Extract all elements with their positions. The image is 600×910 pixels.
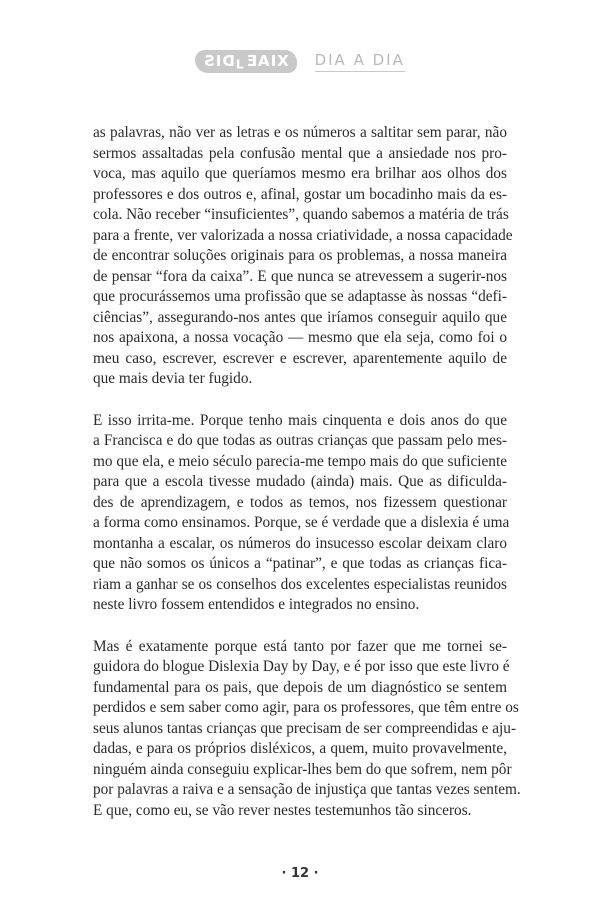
logo-part: E — [245, 52, 257, 70]
text-line: fundamental para os pais, que depois de um diagnóstico se sentem — [93, 678, 507, 696]
body-text — [93, 123, 521, 842]
running-header — [0, 50, 600, 73]
text-line: perdidos e sem saber como agir, para os professores, que têm entre os — [93, 699, 519, 716]
text-line: ciências”, assegurando-nos antes que iríamos conseguir aquilo que — [93, 308, 507, 326]
text-line: a Francisca e do que todas as outras crianças que passam pelo mes- — [93, 432, 507, 449]
text-line: mo que ela, e meio século parecia-me tempo mais do que suficiente — [93, 452, 507, 470]
text-line: as palavras, não ver as letras e os números a saltitar sem parar, não — [93, 124, 507, 141]
text-line: nos apaixona, a nossa vocação — mesmo que ela seja, como foi o — [93, 329, 507, 346]
text-line: montanha a escalar, os números do insucesso escolar deixam claro — [93, 534, 507, 552]
text-line: de encontrar soluções originais para os problemas, a nossa maneira — [93, 247, 507, 264]
paragraph — [93, 637, 521, 822]
logo-part: L — [235, 56, 245, 72]
text-line: de pensar “fora da caixa”. E que nunca se atrevessem a sugerir-nos — [93, 267, 507, 285]
header-tagline: DIA A DIA — [315, 51, 405, 72]
dislexia-logo — [195, 50, 296, 73]
text-line: cola. Não receber “insuficientes”, quando sabemos a matéria de trás — [93, 206, 509, 223]
text-line: que não somos os únicos a “patinar”, e que todas as crianças fica- — [93, 555, 507, 572]
text-line: E que, como eu, se vão rever nestes testemunhos tão sinceros. — [93, 801, 472, 819]
text-line: ninguém ainda conseguiu explicar-lhes bem do que sofrem, nem pôr — [93, 760, 512, 778]
logo-part: DIS — [203, 52, 235, 70]
text-line: voca, mas aquilo que queríamos mesmo era brilhar aos olhos dos — [93, 165, 507, 182]
text-line: sermos assaltadas pela confusão mental que a ansiedade nos pro- — [93, 144, 507, 162]
text-line: para que a escola tivesse mudado (ainda) mais. Que as dificulda- — [93, 473, 507, 490]
text-line: dadas, e para os próprios disléxicos, a quem, muito provavelmente, — [93, 740, 507, 757]
text-line: seus alunos tantas crianças que precisam de ser compreendidas e aju- — [93, 719, 517, 737]
paragraph — [93, 411, 510, 616]
text-line: para a frente, ver valorizada a nossa criatividade, a nossa capacidade — [93, 226, 513, 244]
paragraph — [93, 123, 513, 390]
logo-part: XIA — [256, 52, 289, 70]
text-line: guidora do blogue Dislexia Day by Day, e é por isso que este livro é — [93, 658, 510, 675]
text-line: Mas é exatamente porque está tanto por fazer que me tornei se- — [93, 637, 507, 655]
text-line: por palavras a raiva e a sensação de injustiça que tantas vezes sentem. — [93, 781, 521, 798]
text-line: des de aprendizagem, e todos as temos, nos fizessem questionar — [93, 493, 507, 511]
page-number: · 12 · — [281, 866, 319, 881]
text-line: riam a ganhar se os conselhos dos excelentes especialistas reunidos — [93, 575, 507, 593]
text-line: que mais devia ter fugido. — [93, 370, 253, 387]
text-line: a forma como ensinamos. Porque, se é verdade que a dislexia é uma — [93, 514, 510, 531]
text-line: meu caso, escrever, escrever e escrever, aparentemente aquilo de — [93, 349, 507, 367]
text-line: professores e dos outros e, afinal, gostar um bocadinho mais da es- — [93, 185, 507, 203]
text-line: que procurássemos uma profissão que se adaptasse às nossas “defi- — [93, 288, 507, 305]
text-line: neste livro fossem entendidos e integrados no ensino. — [93, 596, 420, 613]
text-line: E isso irrita-me. Porque tenho mais cinquenta e dois anos do que — [93, 411, 507, 429]
